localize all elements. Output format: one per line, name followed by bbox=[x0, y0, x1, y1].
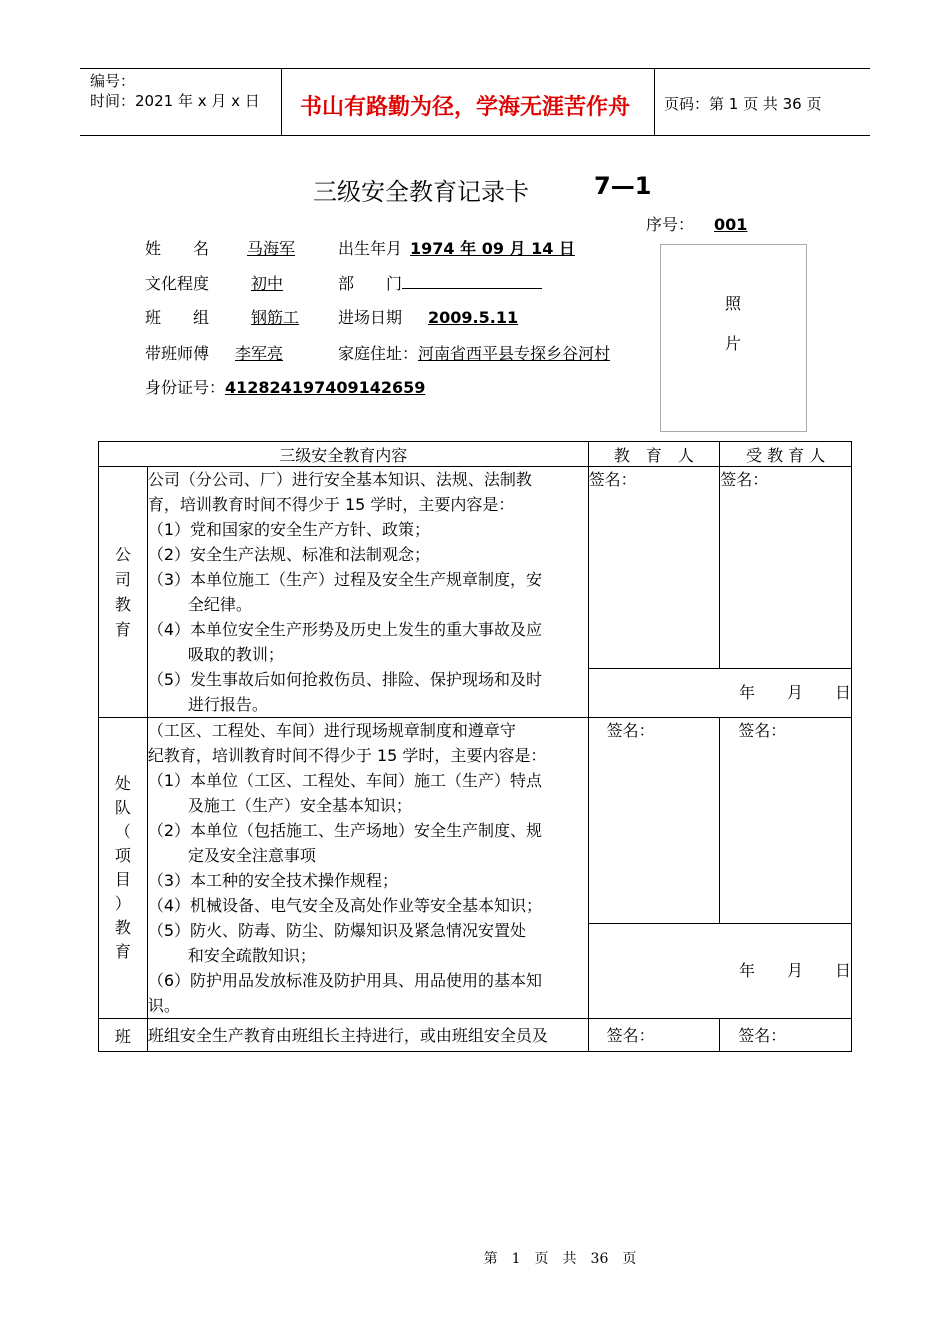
header-divider-left bbox=[281, 68, 282, 136]
birth-row bbox=[338, 236, 575, 259]
education-row bbox=[145, 271, 309, 294]
page-footer: 第 1 页 共 36 页 bbox=[483, 1251, 637, 1267]
team-educatee-sign: 签名： bbox=[720, 1019, 852, 1052]
header-educator: 教 育 人 bbox=[588, 442, 720, 467]
company-label: 公 司 教 育 bbox=[99, 467, 148, 718]
name-label: 姓 名 bbox=[145, 239, 210, 258]
address-value: 河南省西平县专探乡谷河村 bbox=[418, 344, 611, 363]
team-content: 班组安全生产教育由班组长主持进行，或由班组安全员及 bbox=[147, 1019, 588, 1052]
serial-value: 001 bbox=[714, 215, 748, 234]
photo-label-1: 照 bbox=[725, 294, 742, 313]
project-row-top bbox=[99, 718, 852, 924]
company-educatee-sign: 签名： bbox=[720, 467, 852, 669]
dept-value bbox=[402, 273, 542, 289]
header-content: 三级安全教育内容 bbox=[99, 442, 589, 467]
team-value: 钢筋工 bbox=[251, 308, 300, 327]
name-row bbox=[145, 236, 309, 259]
mentor-row bbox=[145, 341, 297, 364]
header-bottom-rule bbox=[80, 135, 870, 136]
header-time: 时间：2021 年 x 月 x 日 bbox=[90, 92, 260, 110]
company-date: 年 月 日 bbox=[588, 668, 851, 717]
page-title-code: 7—1 bbox=[594, 172, 652, 200]
id-label: 身份证号： bbox=[145, 378, 226, 397]
company-content: 公司（分公司、厂）进行安全基本知识、法规、法制教 育，培训教育时间不得少于 15 学时，主要内容是： （1）党和国家的安全生产方针、政策； （2）安全生产法规、标准和法制观念； （3）本单位施工（生产）过程及安全生产规章制度，安 全纪律。 （4）本单位安全生产形势及历史上发生的重大事故及应 吸取的教训； （5）发生事故后如何抢救伤员、排险、保护现场和及时 进行报告。 bbox=[147, 467, 588, 718]
id-value: 412824197409142659 bbox=[225, 378, 426, 397]
photo-box bbox=[660, 244, 807, 432]
education-label: 文化程度 bbox=[145, 274, 210, 293]
address-row bbox=[338, 341, 610, 364]
birth-value: 1974 年 09 月 14 日 bbox=[410, 239, 575, 258]
header-number: 编号： bbox=[90, 72, 136, 90]
entry-row bbox=[338, 305, 544, 328]
serial-field bbox=[646, 212, 765, 235]
team-row bbox=[145, 305, 305, 328]
birth-label: 出生年月 bbox=[338, 239, 403, 258]
company-educator-sign: 签名： bbox=[588, 467, 720, 669]
team-row-section bbox=[99, 1019, 852, 1052]
dept-label: 部 门 bbox=[338, 274, 403, 293]
project-educator-sign: 签名： bbox=[588, 718, 720, 924]
education-table bbox=[98, 441, 852, 1052]
project-label: 处 队 （ 项 目 ） 教 育 bbox=[99, 718, 148, 1019]
table-header-row bbox=[99, 442, 852, 467]
photo-label-2: 片 bbox=[725, 334, 742, 353]
name-value: 马海军 bbox=[247, 239, 296, 258]
project-date: 年 月 日 bbox=[588, 923, 851, 1018]
project-content: （工区、工程处、车间）进行现场规章制度和遵章守 纪教育，培训教育时间不得少于 15 学时，主要内容是： （1）本单位（工区、工程处、车间）施工（生产）特点 及施工（生产）安全基本知识； （2）本单位（包括施工、生产场地）安全生产制度、规 定及安全注意事项 （3）本工种的安全技术操作规程； （4）机械设备、电气安全及高处作业等安全基本知识； （5）防火、防毒、防尘、防爆知识及紧急情况安置处 和安全疏散知识； （6）防护用品发放标准及防护用具、用品使用的基本知 识。 bbox=[147, 718, 588, 1019]
team-label: 班 组 bbox=[145, 308, 210, 327]
header-educatee: 受 教 育 人 bbox=[720, 442, 852, 467]
entry-value: 2009.5.11 bbox=[428, 308, 519, 327]
project-educatee-sign: 签名： bbox=[720, 718, 852, 924]
serial-label: 序号： bbox=[646, 215, 695, 234]
header-divider-right bbox=[654, 68, 655, 136]
address-label: 家庭住址： bbox=[338, 344, 419, 363]
header-motto: 书山有路勤为径，学海无涯苦作舟 bbox=[300, 95, 631, 120]
mentor-value: 李军亮 bbox=[235, 344, 284, 363]
header-page-info: 页码：第 1 页 共 36 页 bbox=[664, 95, 822, 113]
mentor-label: 带班师傅 bbox=[145, 344, 210, 363]
dept-row bbox=[338, 271, 542, 294]
team-educator-sign: 签名： bbox=[588, 1019, 720, 1052]
education-value: 初中 bbox=[251, 274, 284, 293]
entry-label: 进场日期 bbox=[338, 308, 403, 327]
id-row bbox=[145, 375, 425, 398]
team-label-cell: 班 bbox=[99, 1019, 148, 1052]
header-top-rule bbox=[80, 68, 870, 69]
page-title: 三级安全教育记录卡 bbox=[313, 178, 529, 206]
company-row-top bbox=[99, 467, 852, 669]
